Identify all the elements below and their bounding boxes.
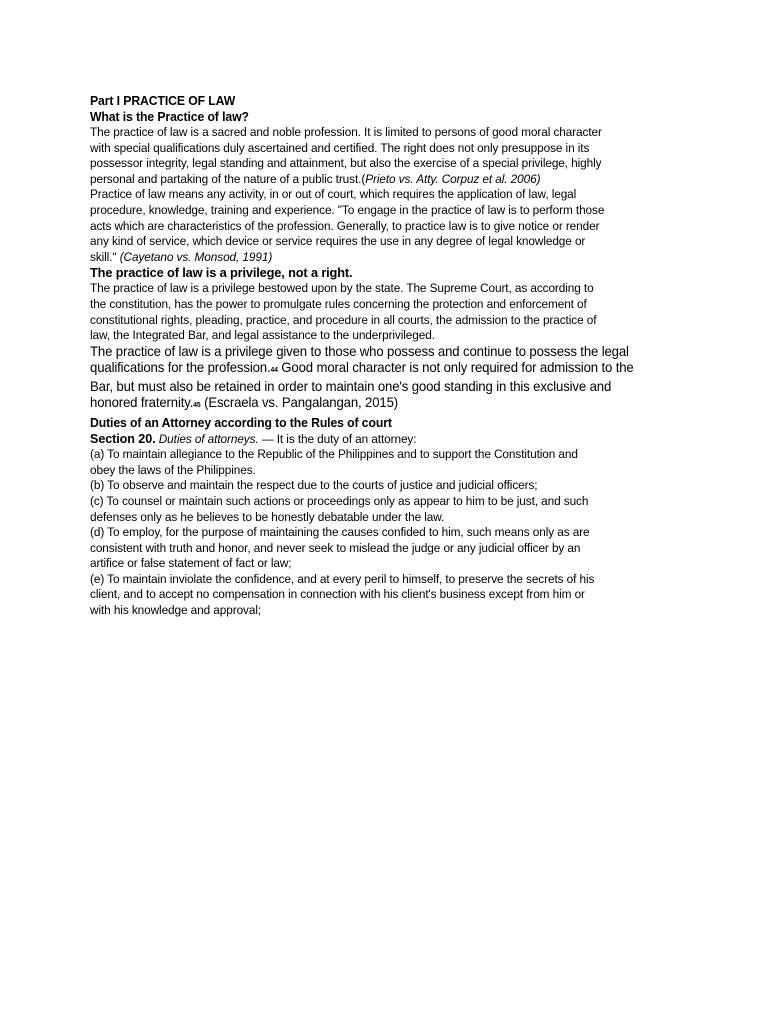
duty-line: (e) To maintain inviolate the confidence, and at every peril to himself, to preserve the secrets of his — [90, 571, 595, 586]
duty-line: client, and to accept no compensation in connection with his client's business except from him or — [90, 587, 585, 602]
text-line: personal and partaking of the nature of a public trust.(Prieto vs. Atty. Corpuz et al. 2006) — [90, 171, 541, 186]
text-line: honored fraternity.45 (Escraela vs. Pangalangan, 2015) — [90, 395, 399, 411]
section-label: Section 20. — [90, 430, 156, 446]
text-line: Practice of law means any activity, in or out of court, which requires the application of law, legal — [90, 187, 577, 202]
duty-line: (d) To employ, for the purpose of maintaining the causes confided to him, such means only as are — [90, 525, 590, 540]
section-title: Duties of attorneys. — [155, 431, 259, 446]
section-20 — [90, 431, 662, 619]
text-line: possessor integrity, legal standing and attainment, but also the exercise of a special privilege, highly — [90, 156, 602, 171]
part-title: Part I PRACTICE OF LAW — [90, 94, 236, 108]
duty-line: defenses only as he believes to be honestly debatable under the law. — [90, 509, 445, 524]
footnote-marker: 44 — [270, 366, 278, 374]
paragraph-privilege-state — [90, 281, 662, 343]
text-line: qualifications for the profession.44 Good moral character is not only required for admission to the — [90, 359, 634, 375]
text-line: law, the Integrated Bar, and legal assistance to the underprivileged. — [90, 328, 435, 343]
text-line: skill." (Cayetano vs. Monsod, 1991) — [90, 249, 273, 264]
text-line: procedure, knowledge, training and experience. "To engage in the practice of law is to perform those — [90, 202, 605, 217]
text-line: any kind of service, which device or service requires the use in any degree of legal knowledge or — [90, 234, 586, 249]
text-line: Bar, but must also be retained in order to maintain one's good standing in this exclusive and — [90, 379, 612, 395]
text-line: constitutional rights, pleading, practice, and procedure in all courts, the admission to the practice of — [90, 312, 597, 327]
question-heading: What is the Practice of law? — [90, 110, 249, 124]
duty-line: with his knowledge and approval; — [90, 603, 262, 618]
paragraph-privilege-qualifications — [90, 344, 662, 415]
text-line: the constitution, has the power to promulgate rules concerning the protection and enforcement of — [90, 296, 587, 311]
citation: Prieto vs. Atty. Corpuz et al. 2006) — [365, 171, 541, 186]
duty-line: obey the laws of the Philippines. — [90, 462, 256, 477]
text-line: The practice of law is a privilege given to those who possess and continue to possess the legal — [90, 343, 629, 359]
paragraph-sacred-profession — [90, 125, 662, 187]
document-page — [90, 93, 680, 619]
duty-line: artifice or false statement of fact or law; — [90, 556, 292, 571]
section-heading-line: Section 20. Duties of attorneys. — It is the duty of an attorney: — [90, 430, 417, 446]
paragraph-practice-definition — [90, 187, 662, 265]
duty-line: (a) To maintain allegiance to the Republic of the Philippines and to support the Constitution and — [90, 447, 578, 462]
duty-line: (b) To observe and maintain the respect due to the courts of justice and judicial officers; — [90, 478, 538, 493]
text-line: The practice of law is a privilege bestowed upon by the state. The Supreme Court, as according to — [90, 281, 594, 296]
footnote-marker: 45 — [193, 402, 201, 410]
text-line: acts which are characteristics of the profession. Generally, to practice law is to give notice or render — [90, 218, 600, 233]
duties-heading: Duties of an Attorney according to the Rules of court — [90, 415, 392, 430]
text-line: The practice of law is a sacred and noble profession. It is limited to persons of good moral character — [90, 125, 602, 139]
citation: (Cayetano vs. Monsod, 1991) — [119, 249, 273, 264]
text-line: with special qualifications duly ascertained and certified. The right does not only presuppose in its — [90, 140, 590, 155]
duty-line: consistent with truth and honor, and never seek to mislead the judge or any judicial officer by an — [90, 540, 581, 555]
privilege-heading: The practice of law is a privilege, not a right. — [90, 265, 353, 281]
duty-line: (c) To counsel or maintain such actions or proceedings only as appear to him to be just, and such — [90, 493, 589, 508]
